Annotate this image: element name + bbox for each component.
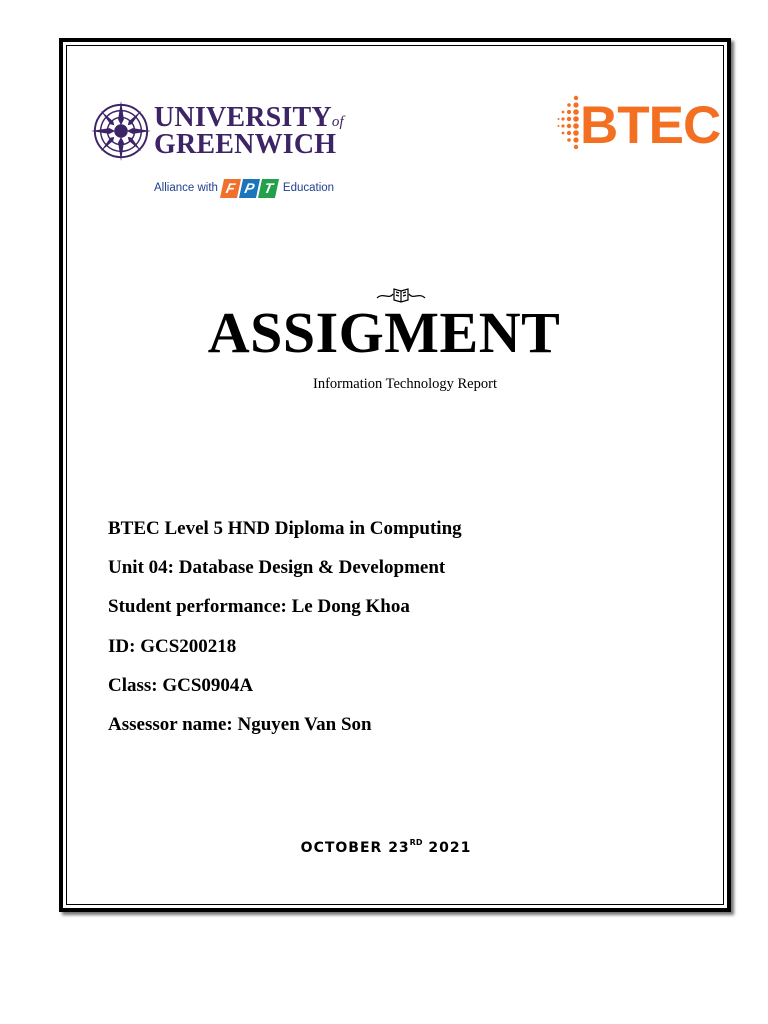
- unit-line: Unit 04: Database Design & Development: [108, 557, 446, 579]
- university-of-greenwich-logo: [90, 96, 344, 201]
- btec-logo: [556, 92, 721, 162]
- university-wordmark-line2: GREENWICH: [154, 129, 337, 160]
- fpt-letter-t: T: [258, 179, 279, 198]
- date-month-day: OCTOBER 23: [300, 840, 410, 856]
- submission-date: [0, 838, 768, 856]
- fpt-alliance-tagline: [154, 176, 334, 200]
- fpt-letter-p: P: [239, 179, 260, 198]
- fpt-logo: [220, 179, 281, 198]
- btec-wordmark: BTEC: [580, 96, 721, 155]
- alliance-prefix: Alliance with: [154, 182, 218, 194]
- btec-dot-pattern-icon: [556, 92, 582, 162]
- alliance-suffix: Education: [282, 182, 335, 194]
- university-wordmark-line1: UNIVERSITYof: [154, 102, 344, 133]
- student-line: Student performance: Le Dong Khoa: [108, 596, 410, 618]
- assignment-info-list: [108, 515, 462, 750]
- compass-rose-emblem-icon: [90, 100, 152, 162]
- fpt-letter-f: F: [220, 179, 241, 198]
- page-subtitle: Information Technology Report: [313, 376, 497, 392]
- class-line: Class: GCS0904A: [108, 674, 254, 696]
- page-title: ASSIGMENT: [207, 300, 561, 365]
- assessor-line: Assessor name: Nguyen Van Son: [108, 713, 372, 735]
- date-year: 2021: [428, 840, 472, 856]
- qualification-line: BTEC Level 5 HND Diploma in Computing: [108, 518, 462, 539]
- student-id-line: ID: GCS200218: [108, 635, 237, 657]
- date-ordinal: RD: [409, 838, 423, 847]
